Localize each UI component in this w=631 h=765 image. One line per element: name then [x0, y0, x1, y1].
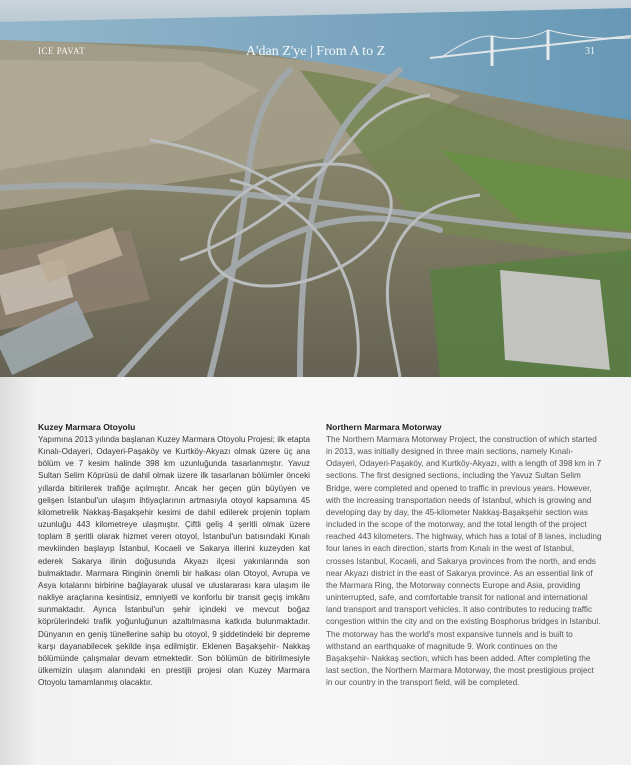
page-number: 31: [585, 46, 595, 57]
turkish-heading: Kuzey Marmara Otoyolu: [38, 422, 136, 432]
english-body: The Northern Marmara Motorway Project, the construction of which started in 2013, was initially designed in three main sections, namely Kınalı-Odayeri, Odayeri-Paşaköy, and Kurtköy-Akyazı, with a length of 398 km in 7 sections. The first designed sections, including the Yavuz Sultan Selim Bridge, were completed and opened to traffic in previous years. However, with the increasing transportation needs of Istanbul, which is growing and developing day by day, the 45-kilometer Nakkaş-Başakşehir section was included in the scope of the motorway, and the total length of the project reached 443 kilometers. The highway, which has a total of 8 lanes, including four lanes in each direction, starts from Kınalı in the west of Istanbul, crosses Istanbul, Kocaeli, and Sakarya provinces from the north, and ends near Akyazı district in the east of Sakarya province. As an essential link of the Marmara Ring, the Motorway connects Europe and Asia, providing uninterrupted, safe, and comfortable transit for national and international land transport and transport vehicles. It also contributes to reducing traffic congestion within the city and on the existing Bosphorus bridges in Istanbul. The motorway has the world's most expansive tunnels and is built to withstand an earthquake of magnitude 9. Work continues on the Başakşehir- Nakkaş section, which has been added. After completing the last section, the Northern Marmara Motorway, the most prestigious project in our country in the transport field, will be completed.: [326, 435, 602, 688]
aerial-highway-photo: [0, 0, 631, 377]
section-title: A'dan Z'ye | From A to Z: [245, 44, 386, 59]
magazine-name: ICE PAVAT: [38, 46, 86, 56]
english-article: [326, 421, 602, 689]
running-head: [0, 44, 631, 64]
english-heading: Northern Marmara Motorway: [326, 422, 442, 432]
turkish-article: [38, 421, 310, 689]
turkish-body: Yapımına 2013 yılında başlanan Kuzey Marmara Otoyolu Projesi; ilk etapta Kınalı-Odayeri, Odayeri-Paşaköy ve Kurtköy-Akyazı olmak üzere üç ana bölüm ve 7 kesim halinde 398 km uzunluğunda tasarlanmıştır. Yavuz Sultan Selim Köprüsü de dahil olmak üzere ilk tasarlanan bölümler önceki yıllarda bitirilerek trafiğe açılmıştır. Ancak her geçen gün büyüyen ve gelişen İstanbul'un ulaşım ihtiyaçlarının artmasıyla otoyol kapsamına 45 kilometrelik Nakkaş-Başakşehir kesimi de dahil edilerek projenin toplam uzunluğu 443 kilometreye ulaşmıştır. Çiftli geliş 4 şeritli olmak üzere toplam 8 şeritli olarak hizmet veren otoyol, İstanbul'un batısındaki Kınalı mevkiinden başlayıp İstanbul, Kocaeli ve Sakarya illerini kuzeyden kat ederek Sakarya ilinin doğusunda Akyazı ilçesi yakınlarında son bulmaktadır. Marmara Ringinin önemli bir halkası olan Otoyol, Avrupa ve Asya kıtalarını birbirine bağlayarak ulusal ve uluslararası kara ulaşım ile nakliye araçlarına kesintisiz, emniyetli ve konforlu bir transit geçiş imkânı sunmaktadır. Ayrıca İstanbul'un şehir içindeki ve mevcut boğaz köprülerindeki trafik yoğunluğunun azaltılmasına katkıda bulunmaktadır. Dünyanın en geniş tünellerine sahip bu otoyol, 9 şiddetindeki bir depreme karşı dayanabilecek şekilde inşa edilmiştir. Eklenen Başakşehir- Nakkaş bölümünde çalışmalar devam etmektedir. Son bölümün de bitirilmesiyle ülkemizin ulaşım alanındaki en prestijli projesi olan Kuzey Marmara Otoyolu tamamlanmış olacaktır.: [38, 435, 311, 688]
